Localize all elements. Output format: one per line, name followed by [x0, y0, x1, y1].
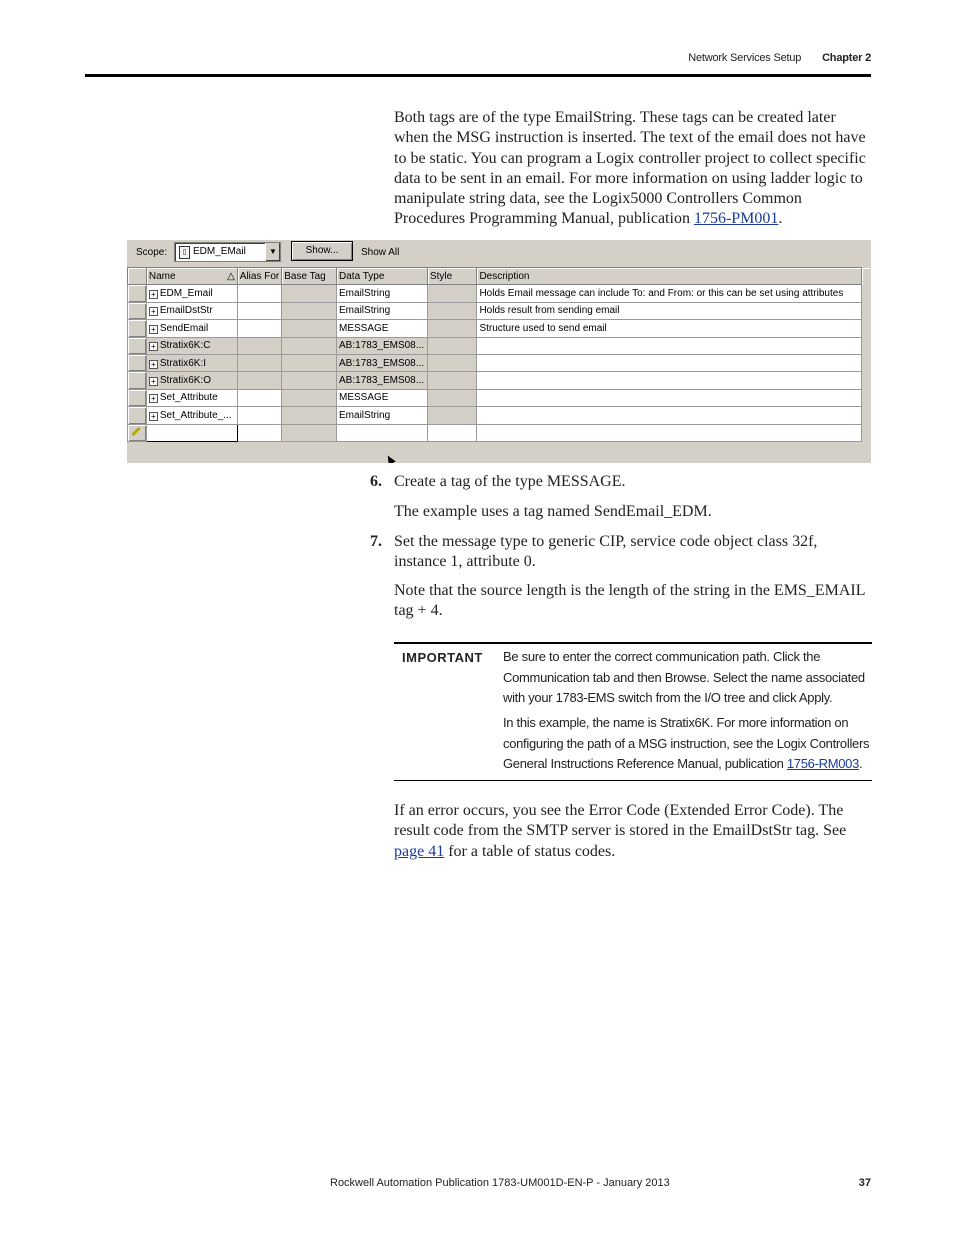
expand-icon[interactable]: +: [149, 394, 158, 403]
chevron-down-icon[interactable]: ▼: [265, 243, 280, 261]
controller-icon: ▯: [179, 246, 190, 259]
row-selector[interactable]: [128, 285, 147, 302]
mouse-cursor-icon: [384, 454, 395, 463]
table-row[interactable]: + Set_Attribute_... EmailString: [128, 407, 871, 424]
table-row[interactable]: + Stratix6K:C AB:1783_EMS08...: [128, 337, 871, 354]
new-tag-row[interactable]: [128, 424, 871, 441]
chapter-label: Chapter 2: [822, 52, 871, 64]
closing-paragraph: If an error occurs, you see the Error Code (Extended Error Code). The result code from the SMTP server is stored in the EmailDstStr tag. See page 41 for a table of status codes.: [394, 802, 847, 860]
link-page-41[interactable]: page 41: [394, 842, 445, 860]
row-selector[interactable]: [128, 424, 147, 441]
step-number-6: 6.: [370, 473, 382, 490]
pencil-icon: [130, 426, 139, 435]
step-7-text: Set the message type to generic CIP, service code object class 32f, instance 1, attribute 0.: [394, 533, 818, 571]
sort-icon: △: [227, 270, 235, 282]
table-row[interactable]: + SendEmail MESSAGE Structure used to send email: [128, 320, 871, 337]
link-1756-rm003[interactable]: 1756-RM003: [786, 756, 860, 771]
page-number: 37: [858, 1177, 871, 1189]
link-1756-pm001[interactable]: 1756-PM001: [693, 210, 779, 228]
row-selector[interactable]: [128, 354, 147, 371]
scope-label: Scope:: [136, 247, 168, 258]
step-number-7: 7.: [370, 533, 382, 550]
tag-table: [127, 267, 871, 442]
row-selector[interactable]: [128, 302, 147, 319]
expand-icon[interactable]: +: [149, 377, 158, 386]
important-paragraph-1: Be sure to enter the correct communication path. Click the Communication tab and then Browse. Select the name associated with your 1783-EMS switch from the I/O tree and click Apply.: [503, 649, 865, 705]
col-name[interactable]: Name △: [146, 268, 237, 285]
step-6-text: Create a tag of the type MESSAGE.: [394, 473, 626, 490]
col-base-tag[interactable]: Base Tag: [282, 268, 337, 285]
step-6-note: The example uses a tag named SendEmail_EDM.: [394, 503, 712, 520]
row-selector[interactable]: [128, 372, 147, 389]
footer-publication: Rockwell Automation Publication 1783-UM001D-EN-P - January 2013: [330, 1177, 670, 1189]
col-style[interactable]: Style: [427, 268, 476, 285]
expand-icon[interactable]: +: [149, 360, 158, 369]
expand-icon[interactable]: +: [149, 412, 158, 421]
section-title: Network Services Setup: [688, 52, 802, 64]
expand-icon[interactable]: +: [149, 307, 158, 316]
row-selector[interactable]: [128, 337, 147, 354]
header-rule: [85, 74, 871, 77]
scope-dropdown[interactable]: [174, 242, 281, 262]
table-row[interactable]: + Set_Attribute MESSAGE: [128, 389, 871, 406]
show-all-label: Show All: [361, 247, 400, 258]
important-bottom-rule: [394, 780, 872, 781]
important-paragraph-2: In this example, the name is Stratix6K. For more information on configuring the path of a MSG instruction, see the Logix Controllers General Instructions Reference Manual, publication 1756-RM003.: [503, 715, 870, 771]
expand-icon[interactable]: +: [149, 325, 158, 334]
important-label: IMPORTANT: [402, 650, 483, 665]
table-row[interactable]: + Stratix6K:I AB:1783_EMS08...: [128, 354, 871, 371]
important-top-rule: [394, 642, 872, 644]
table-row[interactable]: + EDM_Email EmailString Holds Email message can include To: and From: or this can be set using attributes: [128, 285, 871, 302]
row-selector[interactable]: [128, 407, 147, 424]
running-header: [688, 52, 871, 64]
expand-icon[interactable]: +: [149, 290, 158, 299]
row-selector[interactable]: [128, 320, 147, 337]
new-tag-name-input[interactable]: [146, 424, 237, 441]
row-selector[interactable]: [128, 389, 147, 406]
col-description[interactable]: Description: [477, 268, 862, 285]
table-row[interactable]: + Stratix6K:O AB:1783_EMS08...: [128, 372, 871, 389]
table-row[interactable]: + EmailDstStr EmailString Holds result from sending email: [128, 302, 871, 319]
expand-icon[interactable]: +: [149, 342, 158, 351]
scope-value: EDM_EMail: [193, 246, 246, 257]
show-button[interactable]: Show...: [291, 241, 353, 261]
table-header: [128, 268, 871, 285]
step-7-note: Note that the source length is the length of the string in the EMS_EMAIL tag + 4.: [394, 582, 865, 620]
col-alias-for[interactable]: Alias For: [237, 268, 281, 285]
intro-paragraph: Both tags are of the type EmailString. These tags can be created later when the MSG instruction is inserted. The text of the email does not have to be static. You can program a Logix controller project to collect specific data to be sent in an email. For more information on using ladder logic to manipulate string data, see the Logix5000 Controllers Common Procedures Programming Manual, publication 1756-PM001.: [394, 109, 866, 228]
tag-editor-screenshot: [127, 240, 871, 463]
col-data-type[interactable]: Data Type: [337, 268, 428, 285]
